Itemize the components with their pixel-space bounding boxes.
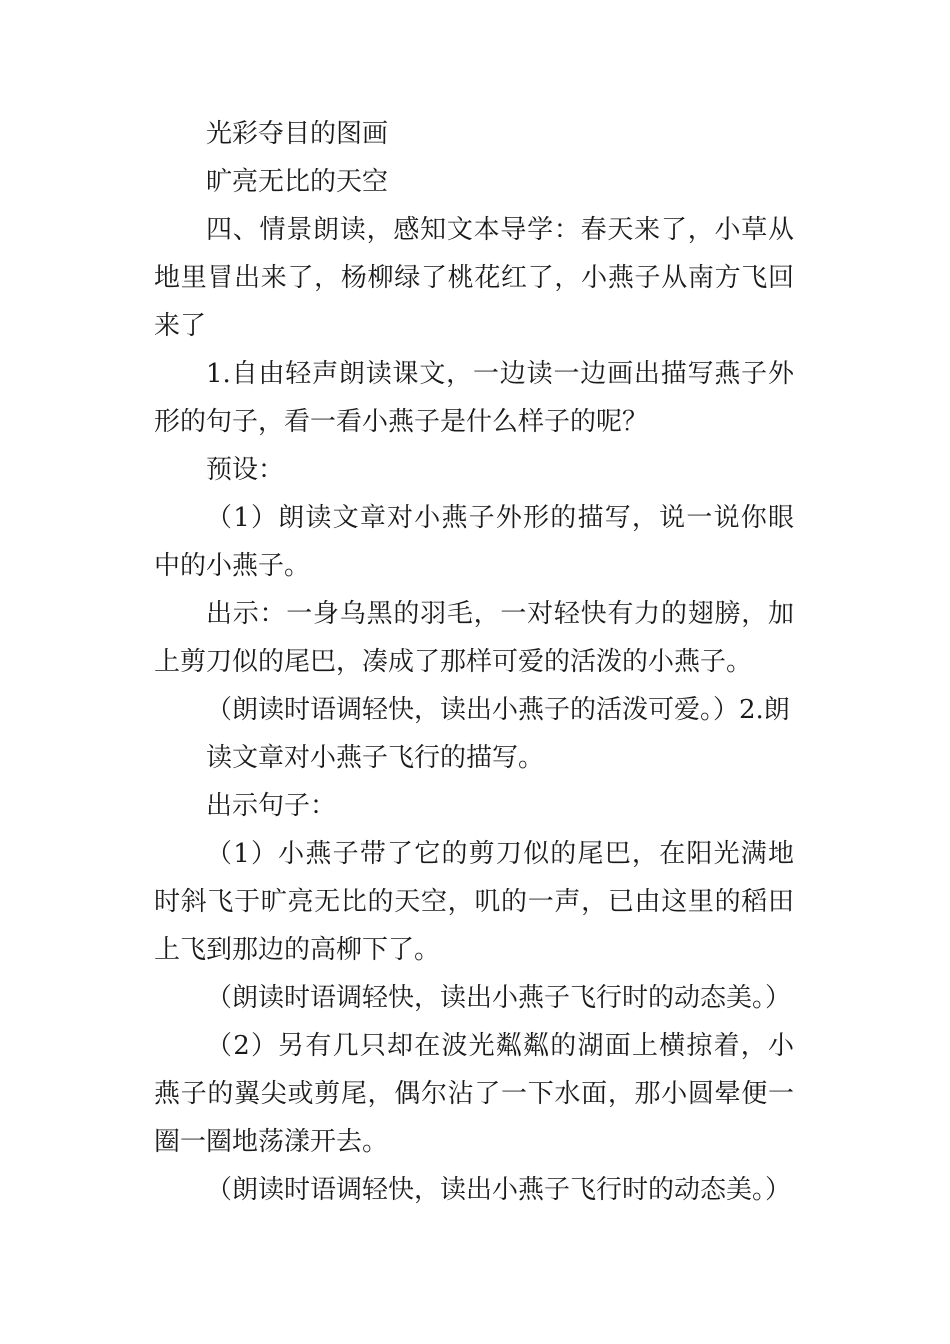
paragraph-reading-tip-motion-2: （朗读时语调轻快，读出小燕子飞行时的动态美。） <box>206 1175 792 1205</box>
paragraph-show-appearance: 出示：一身乌黑的羽毛，一对轻快有力的翅膀，加上剪刀似的尾巴，凑成了那样可爱的活泼的小燕子。 <box>154 599 794 677</box>
document-body <box>154 110 794 1214</box>
paragraph-image-phrase: 光彩夺目的图画 <box>206 119 389 149</box>
paragraph-step-one: 1.自由轻声朗读课文，一边读一边画出描写燕子外形的句子，看一看小燕子是什么样子的呢？ <box>154 359 794 437</box>
paragraph-preset-label: 预设： <box>206 455 285 485</box>
paragraph-flight-task: 读文章对小燕子飞行的描写。 <box>206 743 545 773</box>
paragraph-sky-phrase: 旷亮无比的天空 <box>206 167 389 197</box>
paragraph-reading-tip-motion-1: （朗读时语调轻快，读出小燕子飞行时的动态美。） <box>206 983 792 1013</box>
paragraph-appearance-task: （1）朗读文章对小燕子外形的描写，说一说你眼中的小燕子。 <box>154 503 794 581</box>
paragraph-reading-tip-lively: （朗读时语调轻快，读出小燕子的活泼可爱。）2.朗 <box>206 695 790 725</box>
paragraph-sentence-two: （2）另有几只却在波光粼粼的湖面上横掠着，小燕子的翼尖或剪尾，偶尔沾了一下水面，那小圆晕便一圈一圈地荡漾开去。 <box>154 1031 794 1157</box>
paragraph-section-four: 四、情景朗读，感知文本导学：春天来了，小草从地里冒出来了，杨柳绿了桃花红了，小燕子从南方飞回来了 <box>154 215 794 341</box>
paragraph-show-sentences-label: 出示句子： <box>206 791 337 821</box>
paragraph-sentence-one: （1）小燕子带了它的剪刀似的尾巴，在阳光满地时斜飞于旷亮无比的天空，叽的一声，已由这里的稻田上飞到那边的高柳下了。 <box>154 839 794 965</box>
